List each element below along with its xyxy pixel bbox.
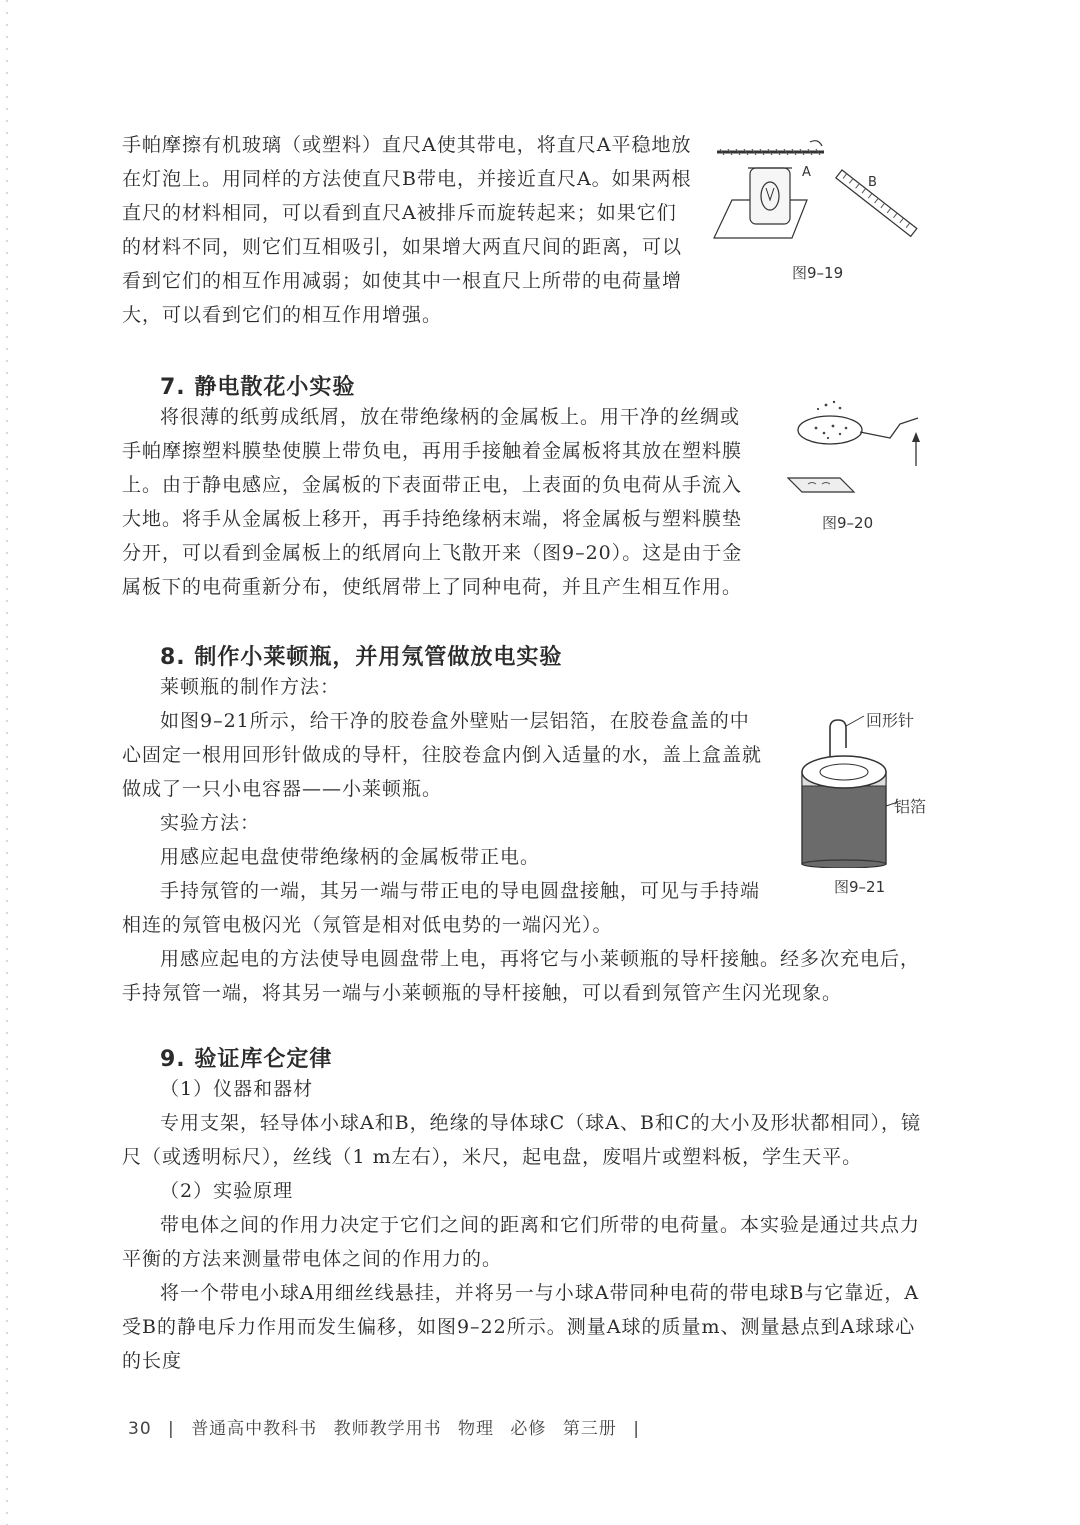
section-7-title: 7. 静电散花小实验 [160,375,356,400]
figure-9-20 [778,400,923,505]
page-edge-dots [6,0,8,1525]
figure-label-b: B [868,175,877,190]
footer-volume: 第三册 [562,1419,617,1439]
section-9-paragraph-1: 专用支架，轻导体小球A和B，绝缘的导体球C（球A、B和C的大小及形状都相同），镜尺（或透明标尺），丝线（1 m左右），米尺，起电盘，废唱片或塑料板，学生天平。 [122,1112,921,1168]
section-8-paragraph-2: 用感应起电盘使带绝缘柄的金属板带正电。 [160,846,541,868]
section-9-title: 9. 验证库仑定律 [160,1047,333,1072]
section-7-paragraph: 将很薄的纸剪成纸屑，放在带绝缘柄的金属板上。用干净的丝绸或手帕摩擦塑料膜垫使膜上带负电，再用手接触着金属板将其放在塑料膜上。由于静电感应，金属板的下表面带正电，上表面的负电荷从手流入大地。将手从金属板上移开，再手持绝缘柄末端，将金属板与塑料膜垫分开，可以看到金属板上的纸屑向上飞散开来（图9–20）。这是由于金属板下的电荷重新分布，使纸屑带上了同种电荷，并且产生相互作用。 [122,406,743,598]
figure-label-foil: 铝箔 [894,797,927,816]
footer-book-type: 教师教学用书 [333,1419,442,1439]
section-8-paragraph-4: 用感应起电的方法使导电圆盘带上电，再将它与小莱顿瓶的导杆接触。经多次充电后，手持氖管一端，将其另一端与小莱顿瓶的导杆接触，可以看到氖管产生闪光现象。 [122,948,921,1004]
section-9-paragraph-2: 带电体之间的作用力决定于它们之间的距离和它们所带的电荷量。本实验是通过共点力平衡的方法来测量带电体之间的作用力的。 [122,1214,921,1270]
footer-level: 必修 [510,1419,547,1439]
figure-label-paperclip: 回形针 [866,711,915,730]
figure-9-19 [712,138,927,258]
footer-separator-end: | [633,1419,640,1439]
section-7-paragraph-a [122,400,752,604]
page-number: 30 [128,1419,152,1439]
section-8-paragraph-3: 手持氖管的一端，其另一端与带正电的导电圆盘接触，可见与手持端相连的氖管电极闪光（氖管是相对低电势的一端闪光）。 [122,880,761,936]
figure-9-19-caption: 图9–19 [792,264,844,282]
section-9-paragraph-3: 将一个带电小球A用细丝线悬挂，并将另一与小球A带同种电荷的带电球B与它靠近，A受B的静电斥力作用而发生偏移，如图9–22所示。测量A球的质量m、测量悬点到A球球心的长度 [122,1282,920,1372]
section-8-sub-experiment: 实验方法： [160,812,261,834]
page-footer [128,1414,650,1439]
section-9-sub-equipment: （1）仪器和器材 [160,1078,314,1100]
footer-separator: | [168,1419,175,1439]
figure-9-21 [790,708,930,868]
figure-label-a: A [802,165,811,180]
section-8-paragraph-1: 如图9–21所示，给干净的胶卷盒外壁贴一层铝箔，在胶卷盒盖的中心固定一根用回形针做成的导杆，往胶卷盒内倒入适量的水，盖上盒盖就做成了一只小电容器——小莱顿瓶。 [122,710,763,800]
footer-book-series: 普通高中教科书 [191,1419,318,1439]
section-8-title: 8. 制作小莱顿瓶，并用氖管做放电实验 [160,645,563,670]
intro-paragraph: 手帕摩擦有机玻璃（或塑料）直尺A使其带电，将直尺A平稳地放在灯泡上。用同样的方法使直尺B带电，并接近直尺A。如果两根直尺的材料相同，可以看到直尺A被排斥而旋转起来；如果它们的材料不同，则它们互相吸引，如果增大两直尺间的距离，可以看到它们的相互作用减弱；如使其中一根直尺上所带的电荷量增大，可以看到它们的相互作用增强。 [122,134,692,326]
footer-subject: 物理 [458,1419,494,1439]
figure-9-21-caption: 图9–21 [834,878,886,896]
figure-9-20-caption: 图9–20 [822,514,874,532]
section-8-sub-method: 莱顿瓶的制作方法： [160,676,341,698]
section-9-sub-principle: （2）实验原理 [160,1180,294,1202]
